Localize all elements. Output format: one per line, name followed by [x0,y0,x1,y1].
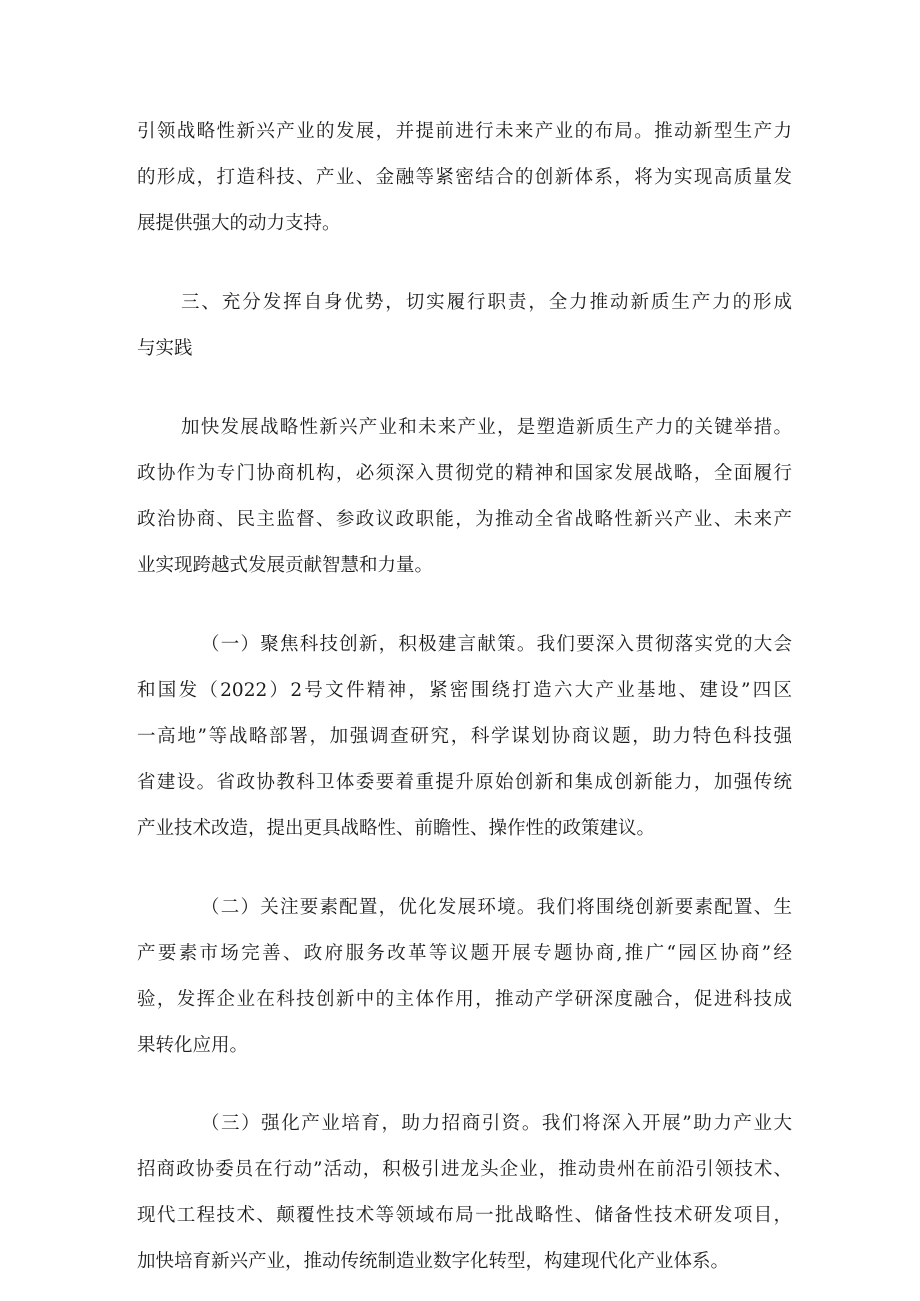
text-line: 引领战略性新兴产业的发展，并提前进行未来产业的布局。推动新型生产力 [137,121,792,142]
text-line: 业实现跨越式发展贡献智慧和力量。 [137,555,434,576]
text-line: 和国发（2022）2号文件精神，紧密围绕打造六大产业基地、建设”四区 [137,680,792,701]
heading-line: 三、充分发挥自身优势，切实履行职责，全力推动新质生产力的形成 [181,292,792,313]
paragraph-item-1 [137,622,792,852]
text-line: 加快培育新兴产业，推动传统制造业数字化转型，构建现代化产业体系。 [137,1251,730,1272]
text-line: 的形成，打造科技、产业、金融等紧密结合的创新体系，将为实现高质量发 [137,167,792,188]
text-line: （一）聚焦科技创新，积极建言献策。我们要深入贯彻落实党的大会 [201,634,792,655]
paragraph-item-3 [137,1101,792,1285]
paragraph-spacer [137,247,792,280]
text-line: 产要素市场完善、政府服务改革等议题开展专题协商,推广“园区协商”经 [137,943,792,964]
text-line: 政协作为专门协商机构，必须深入贯彻党的精神和国家发展战略，全面履行 [137,463,792,484]
text-line: 加快发展战略性新兴产业和未来产业，是塑造新质生产力的关键举措。 [181,417,792,438]
paragraph-intro [137,109,792,247]
paragraph-strategy [137,405,792,589]
paragraph-spacer [137,1069,792,1101]
paragraph-item-2 [137,885,792,1069]
text-line: （三）强化产业培育，助力招商引资。我们将深入开展”助力产业大 [201,1113,792,1134]
text-line: 果转化应用。 [137,1035,249,1056]
text-line: 现代工程技术、颠覆性技术等领域布局一批战略性、储备性技术研发项目， [137,1205,792,1226]
text-line: 验，发挥企业在科技创新中的主体作用，推动产学研深度融合，促进科技成 [137,989,792,1010]
text-line: 产业技术改造，提出更具战略性、前瞻性、操作性的政策建议。 [137,818,656,839]
paragraph-spacer [137,372,792,405]
text-line: 招商政协委员在行动”活动，积极引进龙头企业，推动贵州在前沿引领技术、 [137,1159,792,1180]
text-line: 省建设。省政协教科卫体委要着重提升原始创新和集成创新能力，加强传统 [137,772,792,793]
paragraph-spacer [137,852,792,885]
text-line: 展提供强大的动力支持。 [137,213,341,234]
document-page [137,109,792,1285]
text-line: （二）关注要素配置，优化发展环境。我们将围绕创新要素配置、生 [201,897,792,918]
text-line: 政治协商、民主监督、参政议政职能，为推动全省战略性新兴产业、未来产 [137,509,792,530]
text-line: 一高地”等战略部署，加强调查研究，科学谋划协商议题，助力特色科技强 [137,726,792,747]
paragraph-spacer [137,589,792,622]
heading-line: 与实践 [137,338,193,359]
section-heading [137,280,792,372]
